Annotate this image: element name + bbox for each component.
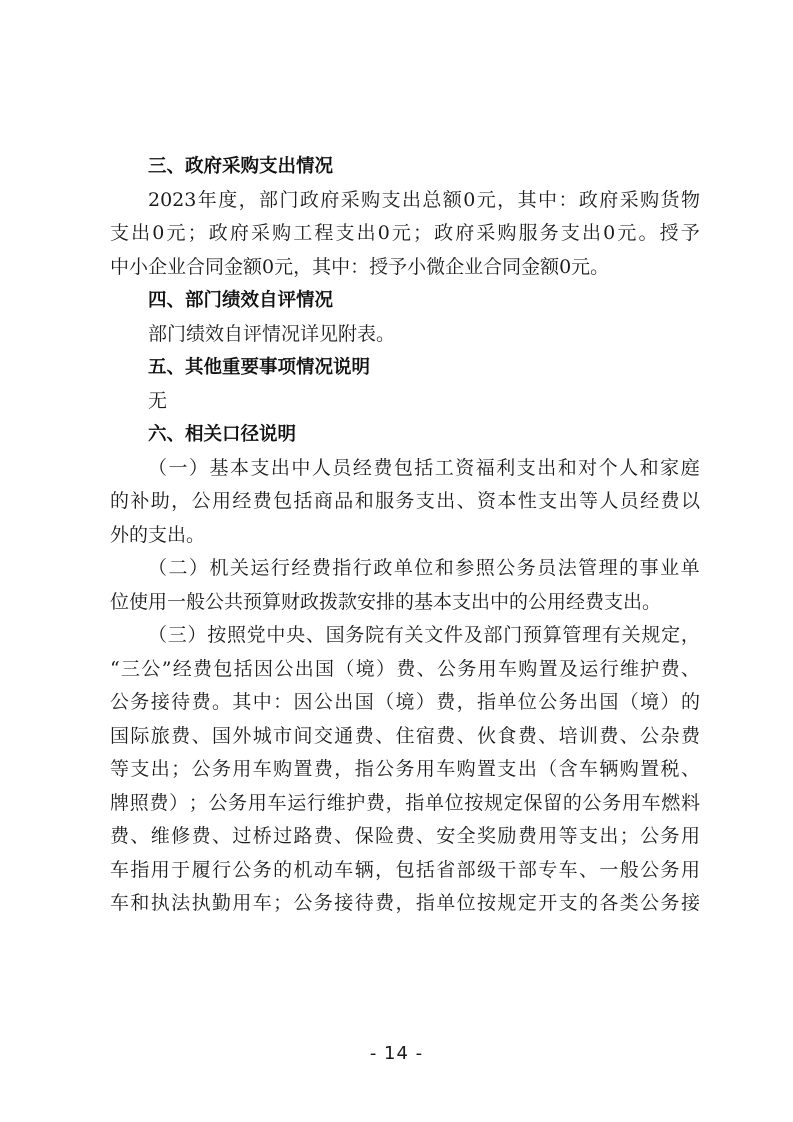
section-heading: 三、政府采购支出情况 — [148, 156, 334, 177]
paragraph-line: 牌 照 费 ） ； 公 务 用 车 运 行 维 护 费 ， 指 单 位 按 规 定 保 留 的 公 务 用 车 燃 料 — [110, 791, 700, 814]
paragraph-line: 费 、 维 修 费 、 过 桥 过 路 费 、 保 险 费 、 安 全 奖 励 费 用 等 支 出 ； 公 务 用 — [110, 825, 700, 847]
paragraph-line: 部门绩效自评情况详见附表。 — [148, 322, 396, 345]
paragraph-line: （ 二 ） 机 关 运 行 经 费 指 行 政 单 位 和 参 照 公 务 员 法 管 理 的 事 业 单 — [148, 557, 700, 579]
paragraph-line: 的 补 助 ， 公 用 经 费 包 括 商 品 和 服 务 支 出 、 资 本 性 支 出 等 人 员 经 费 以 — [110, 490, 700, 512]
document-body — [110, 150, 700, 921]
paragraph-line: 国 际 旅 费 、 国 外 城 市 间 交 通 费 、 住 宿 费 、 伙 食 费 、 培 训 费 、 公 杂 费 — [110, 724, 700, 747]
paragraph-line: 支 出 0 元 ； 政 府 采 购 工 程 支 出 0 元 ； 政 府 采 购 服 务 支 出 0 元 。 授 予 — [110, 222, 700, 244]
paragraph-line: 车 和 执 法 执 勤 用 车 ； 公 务 接 待 费 ， 指 单 位 按 规 定 开 支 的 各 类 公 务 接 — [110, 892, 700, 914]
paragraph-line: 外的支出。 — [110, 523, 206, 546]
paragraph-line: （ 一 ） 基 本 支 出 中 人 员 经 费 包 括 工 资 福 利 支 出 和 对 个 人 和 家 庭 — [148, 456, 700, 479]
paragraph-line: 车 指 用 于 履 行 公 务 的 机 动 车 辆 ， 包 括 省 部 级 干 部 专 车 、 一 般 公 务 用 — [110, 858, 700, 881]
paragraph-line: 2023 年 度 ， 部 门 政 府 采 购 支 出 总 额 0 元 ， 其 中 ： 政 府 采 购 货 物 — [148, 188, 700, 211]
section-heading: 六、相关口径说明 — [148, 424, 297, 445]
paragraph-line: 等 支 出 ； 公 务 用 车 购 置 费 ， 指 公 务 用 车 购 置 支 出 （ 含 车 辆 购 置 税 、 — [110, 758, 700, 780]
page-number: - 14 - — [369, 1043, 424, 1064]
paragraph-line: 位使用一般公共预算财政拨款安排的基本支出中的公用经费支出。 — [110, 590, 662, 613]
paragraph-line: （ 三 ） 按 照 党 中 央 、 国 务 院 有 关 文 件 及 部 门 预 算 管 理 有 关 规 定 ， — [148, 624, 700, 646]
section-heading: 五、其他重要事项情况说明 — [148, 357, 371, 378]
paragraph-line: 公 务 接 待 费 。 其 中 ： 因 公 出 国 （ 境 ） 费 ， 指 单 位 公 务 出 国 （ 境 ） 的 — [110, 691, 700, 713]
paragraph-line: 无 — [148, 389, 168, 412]
paragraph-line: “ 三 公 ” 经 费 包 括 因 公 出 国 （ 境 ） 费 、 公 务 用 车 购 置 及 运 行 维 护 费 、 — [110, 657, 700, 680]
paragraph-line: 中小企业合同金额0元，其中：授予小微企业合同金额0元。 — [110, 255, 610, 278]
section-heading: 四、部门绩效自评情况 — [148, 290, 334, 311]
